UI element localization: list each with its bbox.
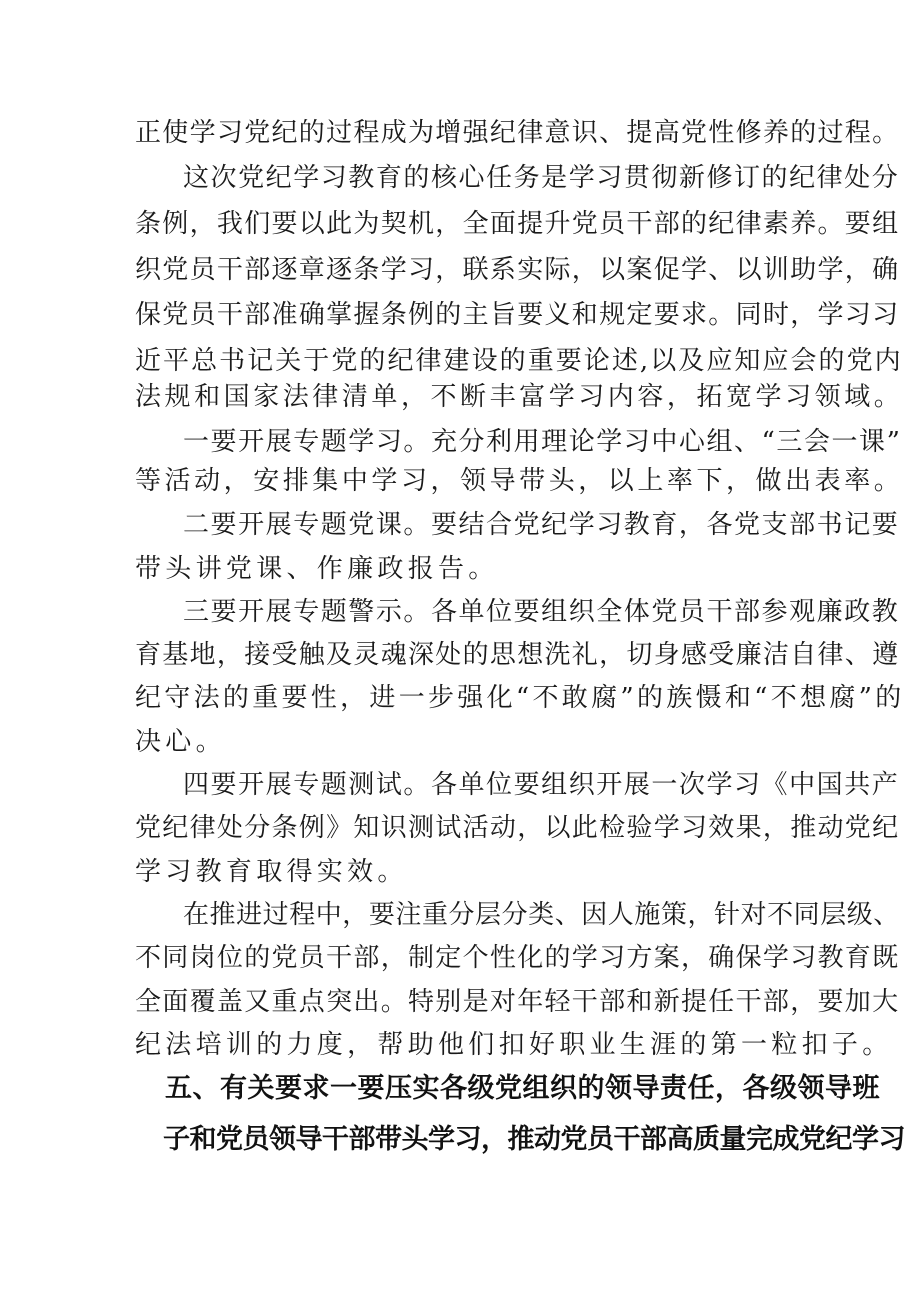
body-line: 织党员干部逐章逐条学习，联系实际，以案促学、以训助学，确 <box>135 255 900 285</box>
body-line: 等活动，安排集中学习，领导带头，以上率下，做出表率。 <box>135 466 904 496</box>
section-heading-line: 五、有关要求一要压实各级党组织的领导责任，各级领导班 <box>165 1073 880 1104</box>
paragraph-first-line: 二要开展专题党课。要结合党纪学习教育，各党支部书记要 <box>183 510 900 540</box>
body-line: 带头讲党课、作廉政报告。 <box>135 554 499 584</box>
paragraph-first-line: 在推进过程中，要注重分层分类、因人施策，针对不同层级、 <box>183 900 900 930</box>
body-line: 条例，我们要以此为契机，全面提升党员干部的纪律素养。要组 <box>135 209 900 239</box>
body-line: 不同岗位的党员干部，制定个性化的学习方案，确保学习教育既 <box>135 943 900 973</box>
paragraph-first-line: 一要开展专题学习。充分利用理论学习中心组、“三会一课” <box>183 427 902 457</box>
paragraph-first-line: 四要开展专题测试。各单位要组织开展一次学习《中国共产 <box>183 770 900 800</box>
body-line: 保党员干部准确掌握条例的主旨要义和规定要求。同时，学习习 <box>135 300 900 330</box>
body-line: 全面覆盖又重点突出。特别是对年轻干部和新提任干部，要加大 <box>135 987 900 1017</box>
body-line: 纪守法的重要性，进一步强化“不敢腐”的族慑和“不想腐”的 <box>135 683 905 713</box>
paragraph-first-line: 三要开展专题警示。各单位要组织全体党员干部参观廉政教 <box>183 597 900 627</box>
body-line: 育基地，接受触及灵魂深处的思想洗礼，切身感受廉洁自律、遵 <box>135 640 900 670</box>
body-line: 纪法培训的力度，帮助他们扣好职业生涯的第一粒扣子。 <box>135 1030 893 1060</box>
body-line: 近平总书记关于党的纪律建设的重要论述,以及应知应会的党内 <box>135 346 903 376</box>
body-line: 法规和国家法律清单，不断丰富学习内容，拓宽学习领域。 <box>135 382 904 412</box>
body-line: 正使学习党纪的过程成为增强纪律意识、提高党性修养的过程。 <box>135 118 900 148</box>
paragraph-first-line: 这次党纪学习教育的核心任务是学习贯彻新修订的纪律处分 <box>183 163 900 193</box>
body-line: 党纪律处分条例》知识测试活动，以此检验学习效果，推动党纪 <box>135 813 900 843</box>
body-line: 学习教育取得实效。 <box>135 857 408 887</box>
section-heading-line: 子和党员领导干部带头学习，推动党员干部高质量完成党纪学习 <box>163 1124 905 1155</box>
body-line: 决心。 <box>135 727 226 757</box>
